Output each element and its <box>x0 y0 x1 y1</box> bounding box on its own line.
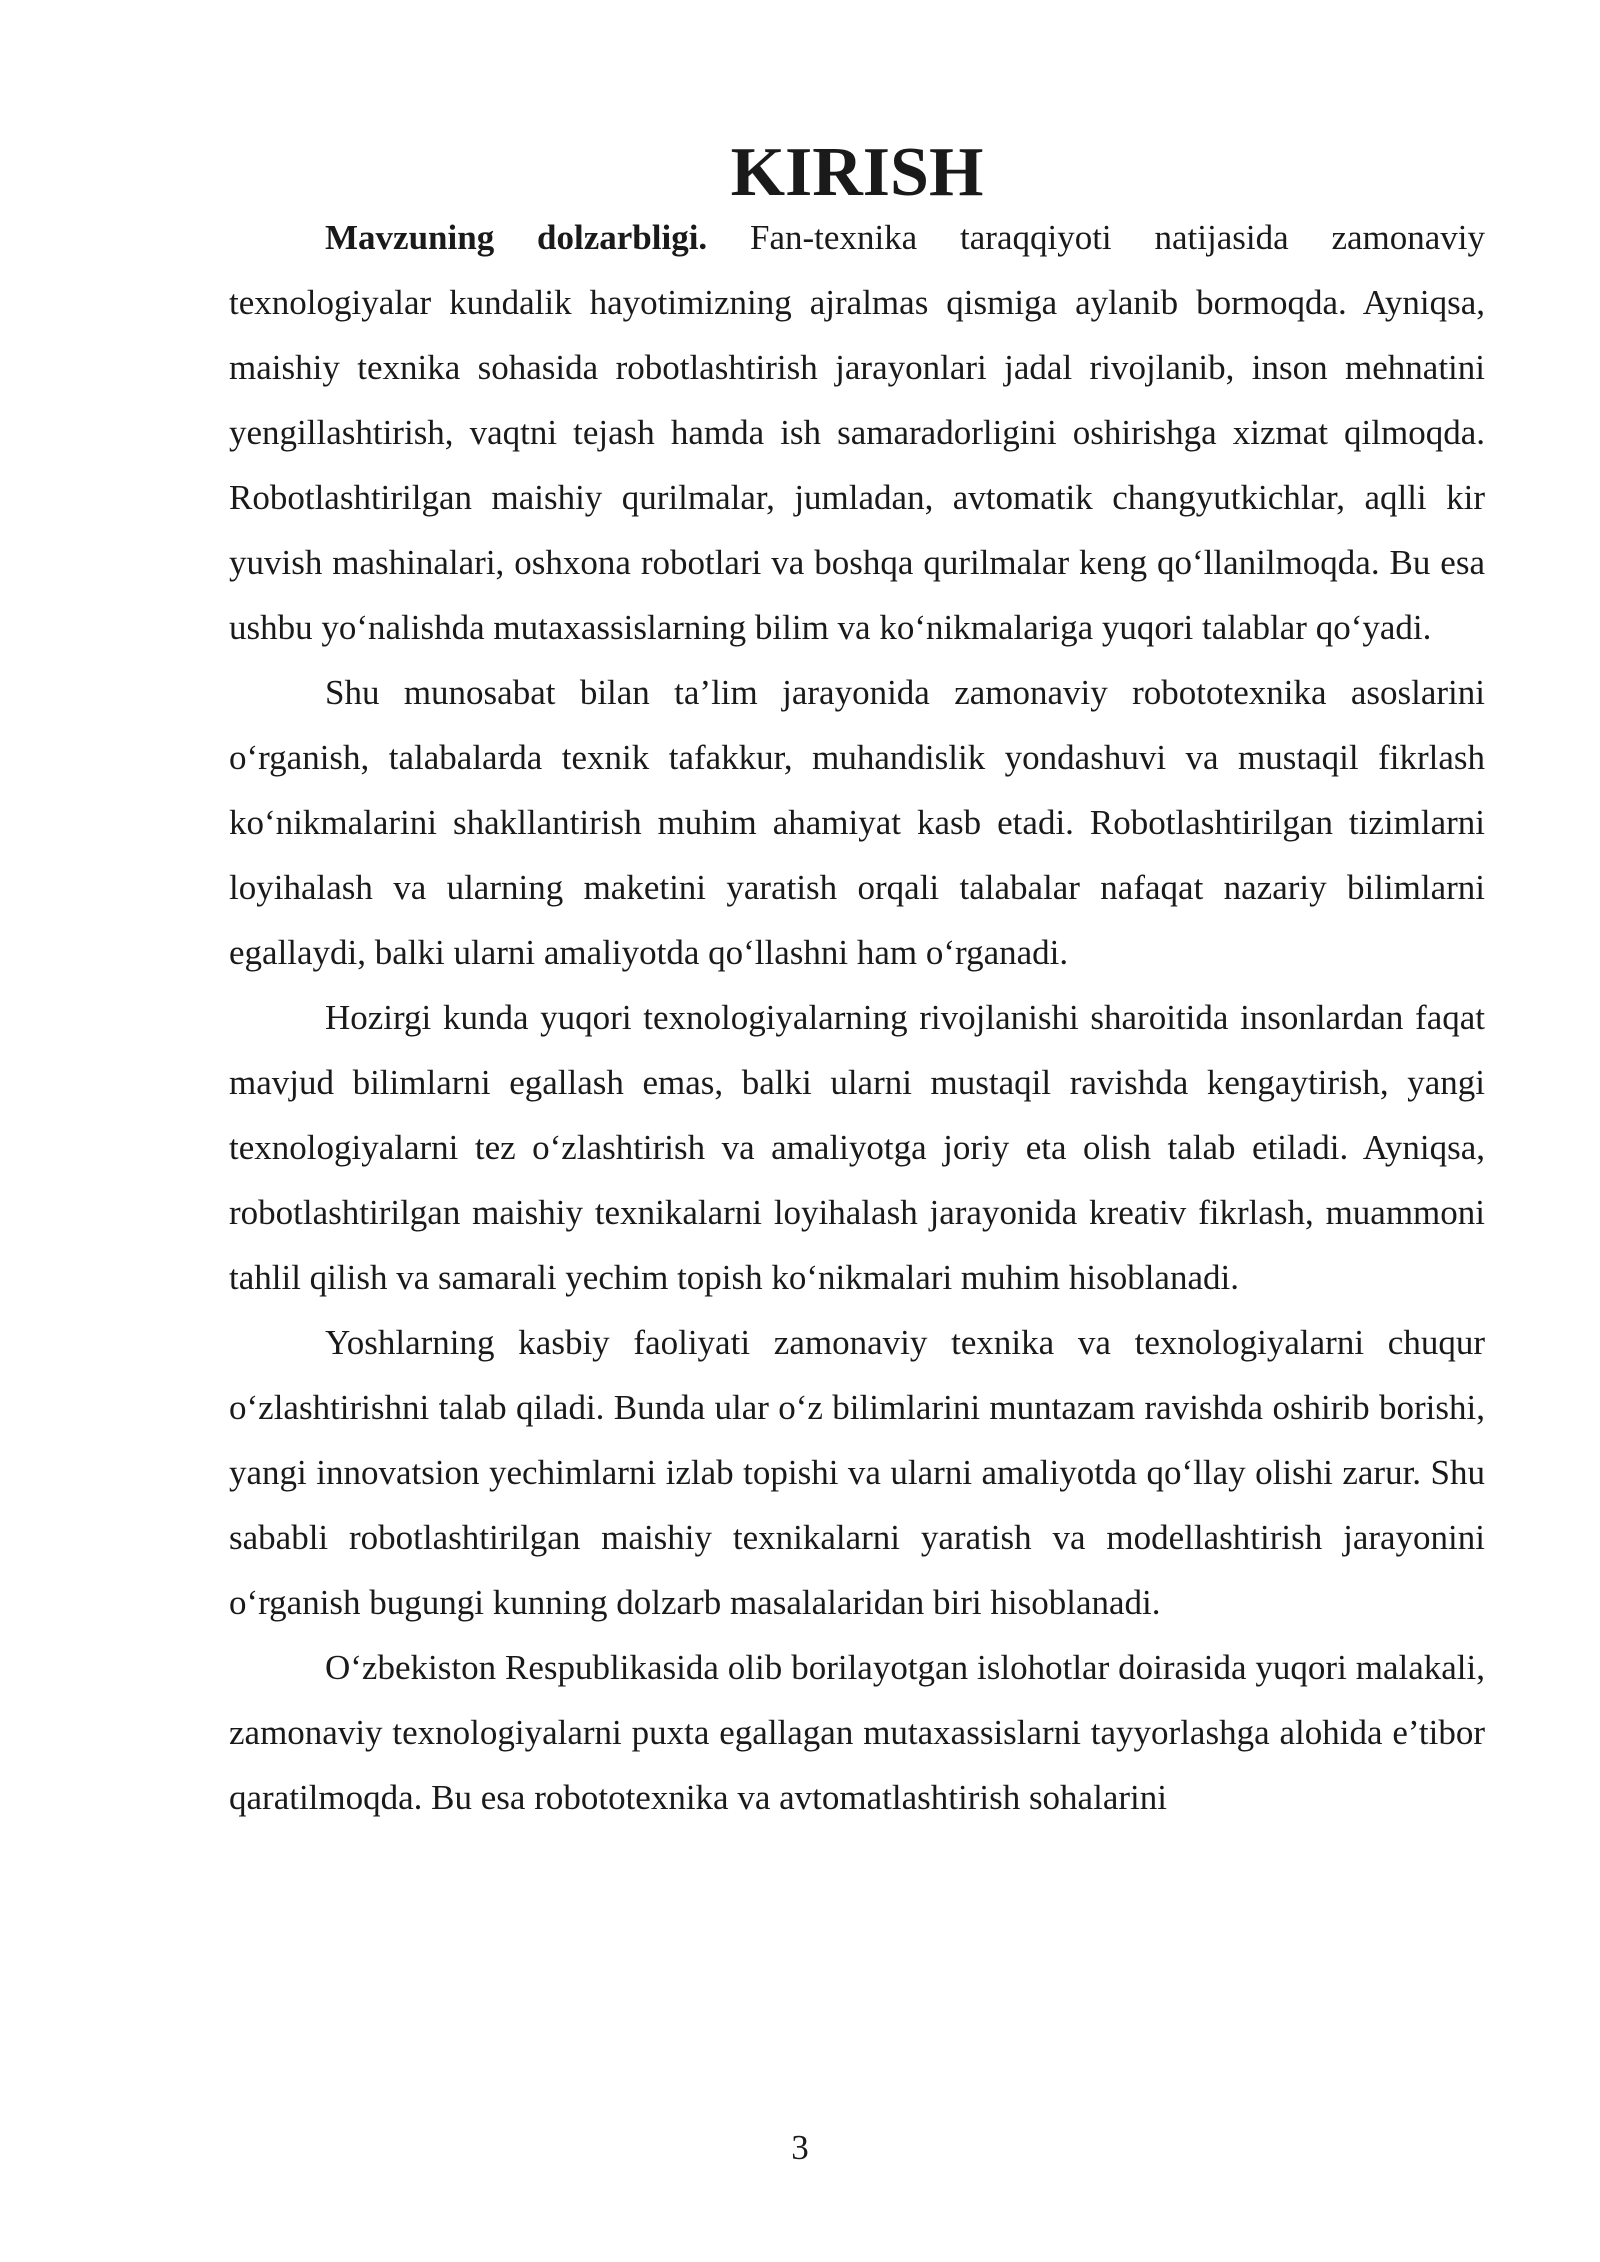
paragraph-5: O‘zbekiston Respublikasida olib borilayotgan islohotlar doirasida yuqori malakali, zamonaviy texnologiyalarni puxta egallagan mutaxassislarni tayyorlashga alohida e’tibor qaratilmoqda. Bu esa robototexnika va avtomatlashtirish sohalarini <box>229 1648 1485 1817</box>
page-number: 3 <box>791 2128 809 2167</box>
paragraph-1 <box>229 205 1485 660</box>
page-content <box>229 134 1486 1830</box>
paragraph-3: Hozirgi kunda yuqori texnologiyalarning rivojlanishi sharoitida insonlardan faqat mavjud bilimlarni egallash emas, balki ularni mustaqil ravishda kengaytirish, yangi texnologiyalarni tez o‘zlashtirish va amaliyotga joriy eta olish talab etiladi. Ayniqsa, robotlashtirilgan maishiy texnikalarni loyihalash jarayonida kreativ fikrlash, muammoni tahlil qilish va samarali yechim topish ko‘nikmalari muhim hisoblanadi. <box>229 998 1485 1297</box>
paragraph-lead: Mavzuning dolzarbligi. <box>325 218 708 257</box>
paragraph-text: Fan-texnika taraqqiyoti natijasida zamonaviy texnologiyalar kundalik hayotimizning ajralmas qismiga aylanib bormoqda. Ayniqsa, maishiy texnika sohasida robotlashtirish jarayonlari jadal rivojlanib, inson mehnatini yengillashtirish, vaqtni tejash hamda ish samaradorligini oshirishga xizmat qilmoqda. Robotlashtirilgan maishiy qurilmalar, jumladan, avtomatik changyutkichlar, aqlli kir yuvish mashinalari, oshxona robotlari va boshqa qurilmalar keng qo‘llanilmoqda. Bu esa ushbu yo‘nalishda mutaxassislarning bilim va ko‘nikmalariga yuqori talablar qo‘yadi. <box>229 218 1486 647</box>
paragraph-4: Yoshlarning kasbiy faoliyati zamonaviy texnika va texnologiyalarni chuqur o‘zlashtirishni talab qiladi. Bunda ular o‘z bilimlarini muntazam ravishda oshirib borishi, yangi innovatsion yechimlarni izlab topishi va ularni amaliyotda qo‘llay olishi zarur. Shu sababli robotlashtirilgan maishiy texnikalarni yaratish va modellashtirish jarayonini o‘rganish bugungi kunning dolzarb masalalaridan biri hisoblanadi. <box>229 1323 1485 1622</box>
section-title: KIRISH <box>730 134 984 211</box>
paragraph-2: Shu munosabat bilan ta’lim jarayonida zamonaviy robototexnika asoslarini o‘rganish, talabalarda texnik tafakkur, muhandislik yondashuvi va mustaqil fikrlash ko‘nikmalarini shakllantirish muhim ahamiyat kasb etadi. Robotlashtirilgan tizimlarni loyihalash va ularning maketini yaratish orqali talabalar nafaqat nazariy bilimlarni egallaydi, balki ularni amaliyotda qo‘llashni ham o‘rganadi. <box>229 673 1485 972</box>
